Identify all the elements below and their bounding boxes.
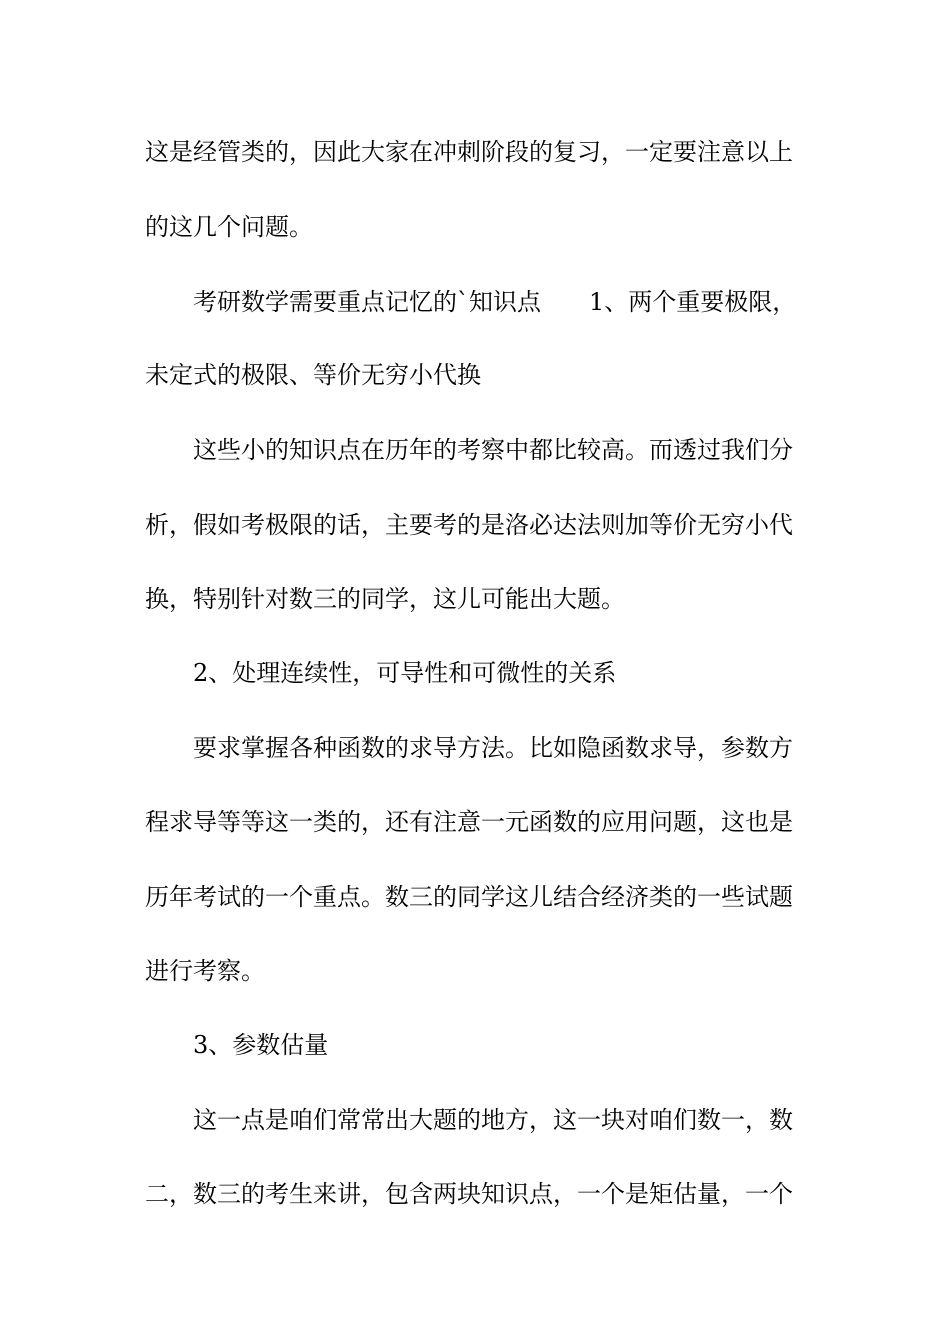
text-line-5: 这些小的知识点在历年的考察中都比较高。而透过我们分 <box>193 436 793 464</box>
text-line-3: 考研数学需要重点记忆的`知识点 1、两个重要极限， <box>193 288 797 316</box>
text-line-7: 换，特别针对数三的同学，这儿可能出大题。 <box>145 585 625 613</box>
text-line-8: 2、处理连续性，可导性和可微性的关系 <box>193 659 617 687</box>
text-line-1: 这是经管类的，因此大家在冲刺阶段的复习，一定要注意以上 <box>145 138 793 166</box>
text-line-14: 这一点是咱们常常出大题的地方，这一块对咱们数一，数 <box>193 1106 793 1134</box>
text-line-12: 进行考察。 <box>145 957 265 985</box>
text-line-10: 程求导等等这一类的，还有注意一元函数的应用问题，这也是 <box>145 808 793 836</box>
text-line-9: 要求掌握各种函数的求导方法。比如隐函数求导，参数方 <box>193 734 793 762</box>
text-line-2: 的这几个问题。 <box>145 213 313 241</box>
text-line-13: 3、参数估量 <box>193 1031 329 1059</box>
text-line-6: 析，假如考极限的话，主要考的是洛必达法则加等价无穷小代 <box>145 511 793 539</box>
text-line-11: 历年考试的一个重点。数三的同学这儿结合经济类的一些试题 <box>145 883 793 911</box>
text-line-4: 未定式的极限、等价无穷小代换 <box>145 361 481 389</box>
text-line-15: 二，数三的考生来讲，包含两块知识点，一个是矩估量，一个 <box>145 1180 793 1208</box>
